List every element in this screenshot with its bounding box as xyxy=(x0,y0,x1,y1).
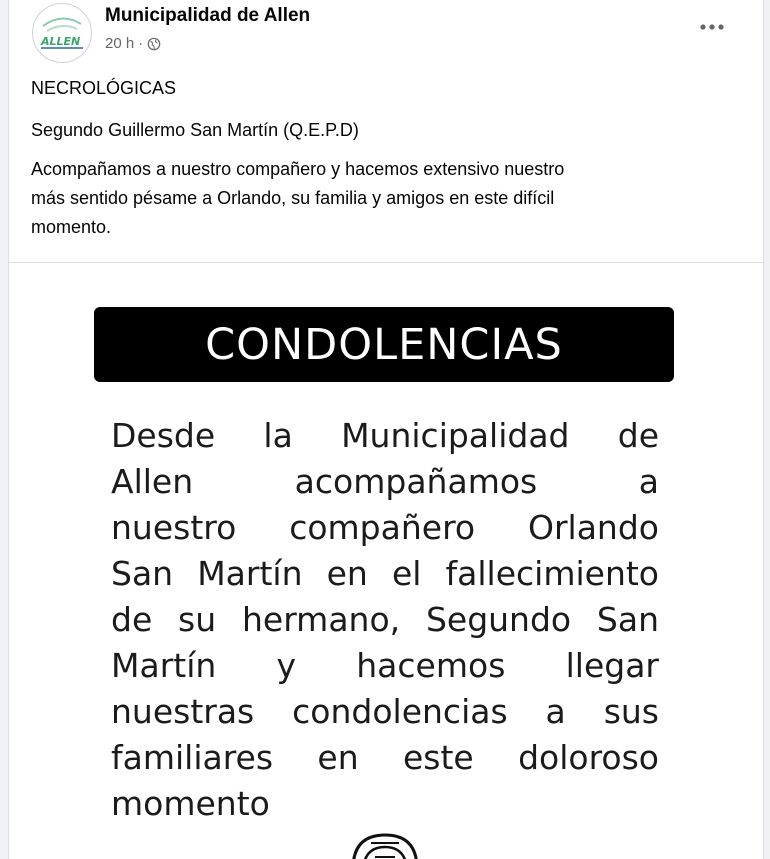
more-horizontal-icon xyxy=(699,23,725,31)
condolences-line: San Martín en el fallecimiento xyxy=(111,554,659,593)
avatar-logo-text: ALLEN xyxy=(41,35,81,48)
message-line: momento. xyxy=(31,217,112,237)
condolences-line: de su hermano, Segundo San xyxy=(111,600,659,639)
post-image[interactable] xyxy=(9,263,763,859)
post-body xyxy=(9,74,763,242)
post-header xyxy=(9,0,763,70)
post-title: NECROLÓGICAS xyxy=(31,78,177,98)
page-avatar[interactable] xyxy=(32,3,92,63)
post-meta xyxy=(105,35,161,52)
post-card xyxy=(8,0,764,859)
post-timestamp[interactable]: 20 h xyxy=(105,35,135,52)
condolences-line: nuestro compañero Orlando xyxy=(111,508,659,547)
condolences-line: nuestras condolencias a sus xyxy=(111,692,659,731)
banner-title: CONDOLENCIAS xyxy=(205,319,563,370)
globe-icon xyxy=(147,37,161,51)
more-options-button[interactable] xyxy=(697,14,727,40)
condolences-line: familiares en este doloroso xyxy=(111,738,659,777)
message-line: Acompañamos a nuestro compañero y hacemos extensivo nuestro xyxy=(31,159,565,179)
condolences-line: Martín y hacemos llegar xyxy=(111,646,659,685)
page-name-link[interactable]: Municipalidad de Allen xyxy=(105,5,311,26)
condolences-line: Desde la Municipalidad de xyxy=(111,416,659,455)
post-subtitle: Segundo Guillermo San Martín (Q.E.P.D) xyxy=(31,120,359,140)
post-message xyxy=(31,155,741,242)
message-line: más sentido pésame a Orlando, su familia y amigos en este difícil xyxy=(31,188,555,208)
condolences-line: momento xyxy=(111,784,270,823)
condolences-banner xyxy=(94,307,674,382)
meta-separator: · xyxy=(138,35,144,52)
municipal-emblem-icon xyxy=(349,829,421,859)
condolences-text xyxy=(111,413,659,827)
condolences-line: Allen acompañamos a xyxy=(111,462,659,501)
allen-logo-icon xyxy=(33,4,91,62)
